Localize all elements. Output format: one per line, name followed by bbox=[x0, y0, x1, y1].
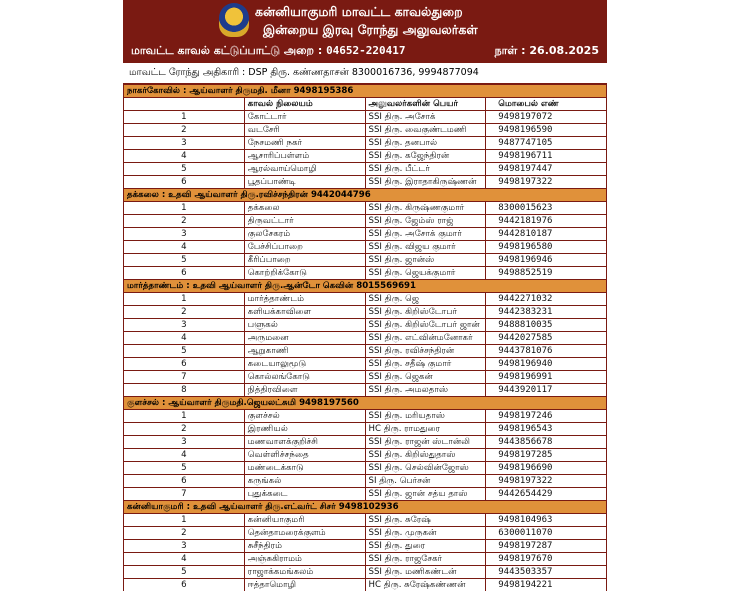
officer-name: HC திரு. ராமதுரை bbox=[365, 423, 486, 436]
table-row bbox=[124, 137, 607, 150]
mobile-number: 9498197285 bbox=[486, 449, 607, 462]
column-header-mobile: மொபைல் எண் bbox=[486, 98, 607, 111]
column-header-no bbox=[124, 98, 245, 111]
section-heading-row bbox=[124, 501, 607, 514]
mobile-number: 9498197447 bbox=[486, 163, 607, 176]
table-row bbox=[124, 579, 607, 591]
section-heading: நாகர்கோவில் : ஆய்வாளர் திருமதி. மீனா 9498195386 bbox=[124, 85, 607, 98]
table-row bbox=[124, 267, 607, 280]
station-name: நேசமணி நகர் bbox=[244, 137, 365, 150]
table-row bbox=[124, 293, 607, 306]
row-number: 6 bbox=[124, 475, 245, 488]
mobile-number: 9498196543 bbox=[486, 423, 607, 436]
mobile-number: 9498196690 bbox=[486, 462, 607, 475]
mobile-number: 9498197322 bbox=[486, 176, 607, 189]
row-number: 4 bbox=[124, 449, 245, 462]
table-row bbox=[124, 449, 607, 462]
officer-name: SSI திரு. கிறிஸ்டோபர் ஜான் bbox=[365, 319, 486, 332]
control-room-line bbox=[131, 44, 406, 59]
row-number: 1 bbox=[124, 514, 245, 527]
row-number: 4 bbox=[124, 553, 245, 566]
officer-name: SSI திரு. ஜான் சத்ய தாஸ் bbox=[365, 488, 486, 501]
station-name: தென்தாமரைக்குளம் bbox=[244, 527, 365, 540]
table-row bbox=[124, 202, 607, 215]
table-row bbox=[124, 475, 607, 488]
row-number: 3 bbox=[124, 319, 245, 332]
row-number: 3 bbox=[124, 436, 245, 449]
column-header-officer: அலுவலர்களின் பெயர் bbox=[365, 98, 486, 111]
officer-name: SSI திரு. அசோக் bbox=[365, 111, 486, 124]
station-name: பூதப்பாண்டி bbox=[244, 176, 365, 189]
table-row bbox=[124, 150, 607, 163]
station-name: அஞ்சுகிராமம் bbox=[244, 553, 365, 566]
row-number: 2 bbox=[124, 423, 245, 436]
column-header-row bbox=[124, 98, 607, 111]
officer-name: SSI திரு. மணிகண்டன் bbox=[365, 566, 486, 579]
station-name: மண்டைக்காடு bbox=[244, 462, 365, 475]
officer-name: SSI திரு. வைகுண்டமணி bbox=[365, 124, 486, 137]
date-line bbox=[495, 44, 599, 59]
mobile-number: 9443856678 bbox=[486, 436, 607, 449]
station-name: ஆரல்வாய்மொழி bbox=[244, 163, 365, 176]
row-number: 4 bbox=[124, 332, 245, 345]
row-number: 4 bbox=[124, 150, 245, 163]
table-row bbox=[124, 371, 607, 384]
table-row bbox=[124, 215, 607, 228]
station-name: குலசேகரம் bbox=[244, 228, 365, 241]
officer-name: SSI திரு. ரவிச்சந்திரன் bbox=[365, 345, 486, 358]
table-row bbox=[124, 514, 607, 527]
officer-name: SSI திரு. எட்வின்மனோகர் bbox=[365, 332, 486, 345]
station-name: தக்கலை bbox=[244, 202, 365, 215]
mobile-number: 9498197287 bbox=[486, 540, 607, 553]
mobile-number: 9488810035 bbox=[486, 319, 607, 332]
mobile-number: 9498196711 bbox=[486, 150, 607, 163]
row-number: 5 bbox=[124, 566, 245, 579]
table-row bbox=[124, 527, 607, 540]
station-name: வெள்ளிச்சந்தை bbox=[244, 449, 365, 462]
section-heading: மார்த்தாண்டம் : உதவி ஆய்வாளர் திரு.ஆன்டோ கெவின் 8015569691 bbox=[124, 280, 607, 293]
table-row bbox=[124, 358, 607, 371]
officer-name: SSI திரு. பீட்டர் bbox=[365, 163, 486, 176]
mobile-number: 9498196940 bbox=[486, 358, 607, 371]
station-name: குளச்சல் bbox=[244, 410, 365, 423]
table-row bbox=[124, 423, 607, 436]
patrol-table bbox=[123, 84, 607, 591]
mobile-number: 9443503357 bbox=[486, 566, 607, 579]
officer-name: SSI திரு. கிறிஸ்துதாஸ் bbox=[365, 449, 486, 462]
officer-name: SSI திரு. ஜெ bbox=[365, 293, 486, 306]
date-value: 26.08.2025 bbox=[529, 44, 599, 57]
row-number: 8 bbox=[124, 384, 245, 397]
station-name: ராஜாக்கமங்கலம் bbox=[244, 566, 365, 579]
control-room-phone: 04652-220417 bbox=[326, 44, 406, 57]
section-heading: தக்கலை : உதவி ஆய்வாளர் திரு.ரவிச்சந்திரன் 9442044796 bbox=[124, 189, 607, 202]
officer-name: SSI திரு. சுரேஷ் bbox=[365, 514, 486, 527]
mobile-number: 9442654429 bbox=[486, 488, 607, 501]
officer-name: SSI திரு. கஜேந்திரன் bbox=[365, 150, 486, 163]
date-label: நாள் : bbox=[494, 44, 526, 57]
row-number: 7 bbox=[124, 371, 245, 384]
row-number: 2 bbox=[124, 527, 245, 540]
mobile-number: 9442383231 bbox=[486, 306, 607, 319]
section-heading: கன்னியாகுமரி : உதவி ஆய்வாளர் திரு.எட்வர்ட் சிசர் 9498102936 bbox=[124, 501, 607, 514]
mobile-number: 9442810187 bbox=[486, 228, 607, 241]
district-patrol-officer: மாவட்ட ரோந்து அதிகாரி : DSP திரு. கண்ணதாசன் 8300016736, 9994877094 bbox=[123, 63, 607, 84]
row-number: 2 bbox=[124, 124, 245, 137]
station-name: கன்னியாகுமரி bbox=[244, 514, 365, 527]
row-number: 5 bbox=[124, 163, 245, 176]
station-name: ஆசாரிப்பள்ளம் bbox=[244, 150, 365, 163]
row-number: 1 bbox=[124, 111, 245, 124]
station-name: ஆறுகாணி bbox=[244, 345, 365, 358]
station-name: கருங்கல் bbox=[244, 475, 365, 488]
table-row bbox=[124, 163, 607, 176]
officer-name: SSI திரு. முருகன் bbox=[365, 527, 486, 540]
table-row bbox=[124, 488, 607, 501]
table-row bbox=[124, 124, 607, 137]
table-row bbox=[124, 553, 607, 566]
row-number: 2 bbox=[124, 215, 245, 228]
mobile-number: 9442271032 bbox=[486, 293, 607, 306]
section-heading-row bbox=[124, 280, 607, 293]
table-row bbox=[124, 462, 607, 475]
officer-name: SSI திரு. துரை bbox=[365, 540, 486, 553]
station-name: கீரிப்பாறை bbox=[244, 254, 365, 267]
table-row bbox=[124, 410, 607, 423]
table-row bbox=[124, 306, 607, 319]
row-number: 6 bbox=[124, 176, 245, 189]
row-number: 6 bbox=[124, 358, 245, 371]
mobile-number: 9498196946 bbox=[486, 254, 607, 267]
officer-name: SSI திரு. அமலதாஸ் bbox=[365, 384, 486, 397]
column-header-station: காவல் நிலையம் bbox=[244, 98, 365, 111]
station-name: கொல்லங்கோடு bbox=[244, 371, 365, 384]
station-name: சுசீந்திரம் bbox=[244, 540, 365, 553]
officer-name: SSI திரு. ராஜன் ஸ்டான்லி bbox=[365, 436, 486, 449]
station-name: மார்த்தாண்டம் bbox=[244, 293, 365, 306]
table-row bbox=[124, 436, 607, 449]
section-heading: குளச்சல் : ஆய்வாளர் திருமதி.ஜெயலட்சுமி 9498197560 bbox=[124, 397, 607, 410]
sheet-title: இன்றைய இரவு ரோந்து அலுவலர்கள் bbox=[263, 22, 478, 37]
mobile-number: 9442181976 bbox=[486, 215, 607, 228]
mobile-number: 9443920117 bbox=[486, 384, 607, 397]
officer-name: SSI திரு. கிறிஸ்டோபர் bbox=[365, 306, 486, 319]
officer-name: SSI திரு. அசோக் குமார் bbox=[365, 228, 486, 241]
row-number: 1 bbox=[124, 202, 245, 215]
officer-name: HC திரு. சுரேஷ்கண்ணன் bbox=[365, 579, 486, 591]
row-number: 1 bbox=[124, 410, 245, 423]
row-number: 5 bbox=[124, 254, 245, 267]
mobile-number: 9487747105 bbox=[486, 137, 607, 150]
station-name: கோட்டார் bbox=[244, 111, 365, 124]
police-emblem-icon bbox=[219, 3, 249, 37]
station-name: பளுகல் bbox=[244, 319, 365, 332]
mobile-number: 6300011070 bbox=[486, 527, 607, 540]
station-name: களியக்காவிளை bbox=[244, 306, 365, 319]
station-name: கொற்றிக்கோடு bbox=[244, 267, 365, 280]
row-number: 5 bbox=[124, 345, 245, 358]
row-number: 5 bbox=[124, 462, 245, 475]
row-number: 3 bbox=[124, 137, 245, 150]
mobile-number: 9498196991 bbox=[486, 371, 607, 384]
duty-sheet bbox=[123, 0, 607, 591]
row-number: 6 bbox=[124, 579, 245, 591]
officer-name: SSI திரு. செல்வின்ஜோஸ் bbox=[365, 462, 486, 475]
station-name: கடையாலுமூடு bbox=[244, 358, 365, 371]
officer-name: SSI திரு. ஜேம்ஸ் ராஜ் bbox=[365, 215, 486, 228]
table-row bbox=[124, 241, 607, 254]
officer-name: SSI திரு. தனபால் bbox=[365, 137, 486, 150]
officer-name: SSI திரு. மரியதாஸ் bbox=[365, 410, 486, 423]
station-name: திருவட்டார் bbox=[244, 215, 365, 228]
section-heading-row bbox=[124, 397, 607, 410]
sheet-header bbox=[123, 0, 607, 63]
section-heading-row bbox=[124, 85, 607, 98]
officer-name: SSI திரு. கிருஷ்ணகுமார் bbox=[365, 202, 486, 215]
office-title: கன்னியாகுமரி மாவட்ட காவல்துறை bbox=[255, 4, 463, 19]
mobile-number: 8300015623 bbox=[486, 202, 607, 215]
table-row bbox=[124, 384, 607, 397]
table-row bbox=[124, 228, 607, 241]
table-row bbox=[124, 566, 607, 579]
row-number: 7 bbox=[124, 488, 245, 501]
officer-name: SI திரு. பெர்சன் bbox=[365, 475, 486, 488]
mobile-number: 9498852519 bbox=[486, 267, 607, 280]
mobile-number: 9443781076 bbox=[486, 345, 607, 358]
officer-name: SSI திரு. ஜான்ஸ் bbox=[365, 254, 486, 267]
station-name: அருமனை bbox=[244, 332, 365, 345]
mobile-number: 9498104963 bbox=[486, 514, 607, 527]
officer-name: SSI திரு. ராஜசேகர் bbox=[365, 553, 486, 566]
table-row bbox=[124, 319, 607, 332]
mobile-number: 9498197246 bbox=[486, 410, 607, 423]
officer-name: SSI திரு. ஜெகன் bbox=[365, 371, 486, 384]
mobile-number: 9498197670 bbox=[486, 553, 607, 566]
table-row bbox=[124, 254, 607, 267]
table-row bbox=[124, 540, 607, 553]
mobile-number: 9498197072 bbox=[486, 111, 607, 124]
table-row bbox=[124, 176, 607, 189]
row-number: 4 bbox=[124, 241, 245, 254]
row-number: 6 bbox=[124, 267, 245, 280]
station-name: ஈத்தாமொழி bbox=[244, 579, 365, 591]
officer-name: SSI திரு. இராதாகிருஷ்ணன் bbox=[365, 176, 486, 189]
mobile-number: 9498197322 bbox=[486, 475, 607, 488]
row-number: 3 bbox=[124, 228, 245, 241]
mobile-number: 9498196580 bbox=[486, 241, 607, 254]
station-name: நித்திரவிளை bbox=[244, 384, 365, 397]
row-number: 2 bbox=[124, 306, 245, 319]
table-row bbox=[124, 111, 607, 124]
station-name: இரணியல் bbox=[244, 423, 365, 436]
station-name: மணவாளக்குறிச்சி bbox=[244, 436, 365, 449]
station-name: வடசேரி bbox=[244, 124, 365, 137]
table-row bbox=[124, 345, 607, 358]
row-number: 1 bbox=[124, 293, 245, 306]
section-heading-row bbox=[124, 189, 607, 202]
officer-name: SSI திரு. விஜய குமார் bbox=[365, 241, 486, 254]
station-name: புதுக்கடை bbox=[244, 488, 365, 501]
mobile-number: 9498196590 bbox=[486, 124, 607, 137]
table-row bbox=[124, 332, 607, 345]
mobile-number: 9498194221 bbox=[486, 579, 607, 591]
officer-name: SSI திரு. ஜெயக்குமார் bbox=[365, 267, 486, 280]
mobile-number: 9442027585 bbox=[486, 332, 607, 345]
officer-name: SSI திரு. சதீஷ் குமார் bbox=[365, 358, 486, 371]
row-number: 3 bbox=[124, 540, 245, 553]
control-room-label: மாவட்ட காவல் கட்டுப்பாட்டு அறை : bbox=[131, 44, 323, 57]
station-name: பேச்சிப்பாறை bbox=[244, 241, 365, 254]
